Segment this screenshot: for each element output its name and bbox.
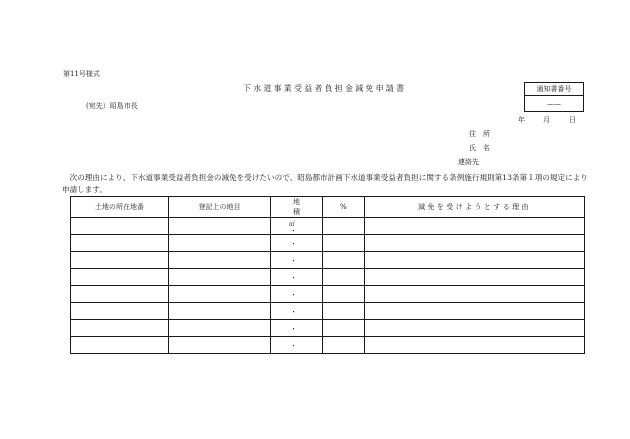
square-meter-unit: ㎡ <box>289 221 296 228</box>
decimal-point: ・ <box>290 291 297 299</box>
header-percent: % <box>323 197 365 218</box>
cell-area[interactable] <box>271 252 323 269</box>
page-title: 下水道事業受益者負担金減免申請書 <box>243 84 407 93</box>
cell-area[interactable] <box>271 286 323 303</box>
cell-area[interactable] <box>271 269 323 286</box>
cell-location[interactable] <box>71 235 169 252</box>
table-header-row <box>71 197 585 218</box>
decimal-point: ・ <box>290 342 297 350</box>
cell-land-category[interactable] <box>169 252 271 269</box>
header-reason: 減免を受けようとする理由 <box>365 197 585 218</box>
date-year-label: 年 <box>518 116 525 124</box>
cell-reason[interactable] <box>365 303 585 320</box>
application-statement: 次の理由により、下水道事業受益者負担金の減免を受けたいので、昭島都市計画下水道事業受益者負担に関する条例施行規則第13条第１項の規定により申請します。 <box>62 173 588 194</box>
header-area: 地積 <box>271 197 323 218</box>
decimal-point: ・ <box>290 308 297 316</box>
decimal-point: ・ <box>290 274 297 282</box>
cell-reason[interactable] <box>365 337 585 354</box>
cell-location[interactable] <box>71 252 169 269</box>
header-land-category: 登記上の地目 <box>169 197 271 218</box>
land-detail-table <box>70 196 585 354</box>
cell-area[interactable] <box>271 303 323 320</box>
cell-percent[interactable] <box>323 286 365 303</box>
cell-land-category[interactable] <box>169 235 271 252</box>
decimal-point: ・ <box>290 257 297 265</box>
cell-percent[interactable] <box>323 337 365 354</box>
applicant-name-label: 氏 名 <box>469 144 490 152</box>
cell-percent[interactable] <box>323 269 365 286</box>
cell-location[interactable] <box>71 269 169 286</box>
cell-percent[interactable] <box>323 235 365 252</box>
table-row <box>71 235 585 252</box>
notice-number-value: —— <box>547 100 561 108</box>
date-month-label: 月 <box>543 116 550 124</box>
cell-location[interactable] <box>71 337 169 354</box>
cell-location[interactable] <box>71 218 169 235</box>
table-row <box>71 252 585 269</box>
notice-number-box <box>524 82 584 112</box>
cell-location[interactable] <box>71 303 169 320</box>
cell-area[interactable] <box>271 337 323 354</box>
table-row <box>71 303 585 320</box>
cell-reason[interactable] <box>365 320 585 337</box>
table-row <box>71 320 585 337</box>
cell-reason[interactable] <box>365 286 585 303</box>
cell-area[interactable] <box>271 320 323 337</box>
cell-land-category[interactable] <box>169 286 271 303</box>
cell-land-category[interactable] <box>169 303 271 320</box>
form-number: 第11号様式 <box>63 70 100 78</box>
cell-percent[interactable] <box>323 252 365 269</box>
table-row <box>71 218 585 235</box>
table-row <box>71 286 585 303</box>
cell-area[interactable] <box>271 235 323 252</box>
decimal-point: ・ <box>290 227 297 235</box>
cell-land-category[interactable] <box>169 320 271 337</box>
cell-reason[interactable] <box>365 269 585 286</box>
cell-location[interactable] <box>71 286 169 303</box>
cell-location[interactable] <box>71 320 169 337</box>
header-location: 土地の所在地番 <box>71 197 169 218</box>
addressee: (宛先）昭島市長 <box>86 102 138 110</box>
cell-percent[interactable] <box>323 320 365 337</box>
decimal-point: ・ <box>290 240 297 248</box>
cell-reason[interactable] <box>365 218 585 235</box>
cell-area[interactable] <box>271 218 323 235</box>
applicant-address-label: 住 所 <box>469 130 490 138</box>
date-day-label: 日 <box>569 116 576 124</box>
table-row <box>71 269 585 286</box>
notice-number-label: 通知書番号 <box>525 83 583 96</box>
cell-percent[interactable] <box>323 218 365 235</box>
decimal-point: ・ <box>290 325 297 333</box>
table-row <box>71 337 585 354</box>
cell-land-category[interactable] <box>169 337 271 354</box>
cell-reason[interactable] <box>365 235 585 252</box>
cell-land-category[interactable] <box>169 218 271 235</box>
cell-percent[interactable] <box>323 303 365 320</box>
cell-land-category[interactable] <box>169 269 271 286</box>
applicant-contact-label: 連絡先 <box>458 158 479 166</box>
cell-reason[interactable] <box>365 252 585 269</box>
